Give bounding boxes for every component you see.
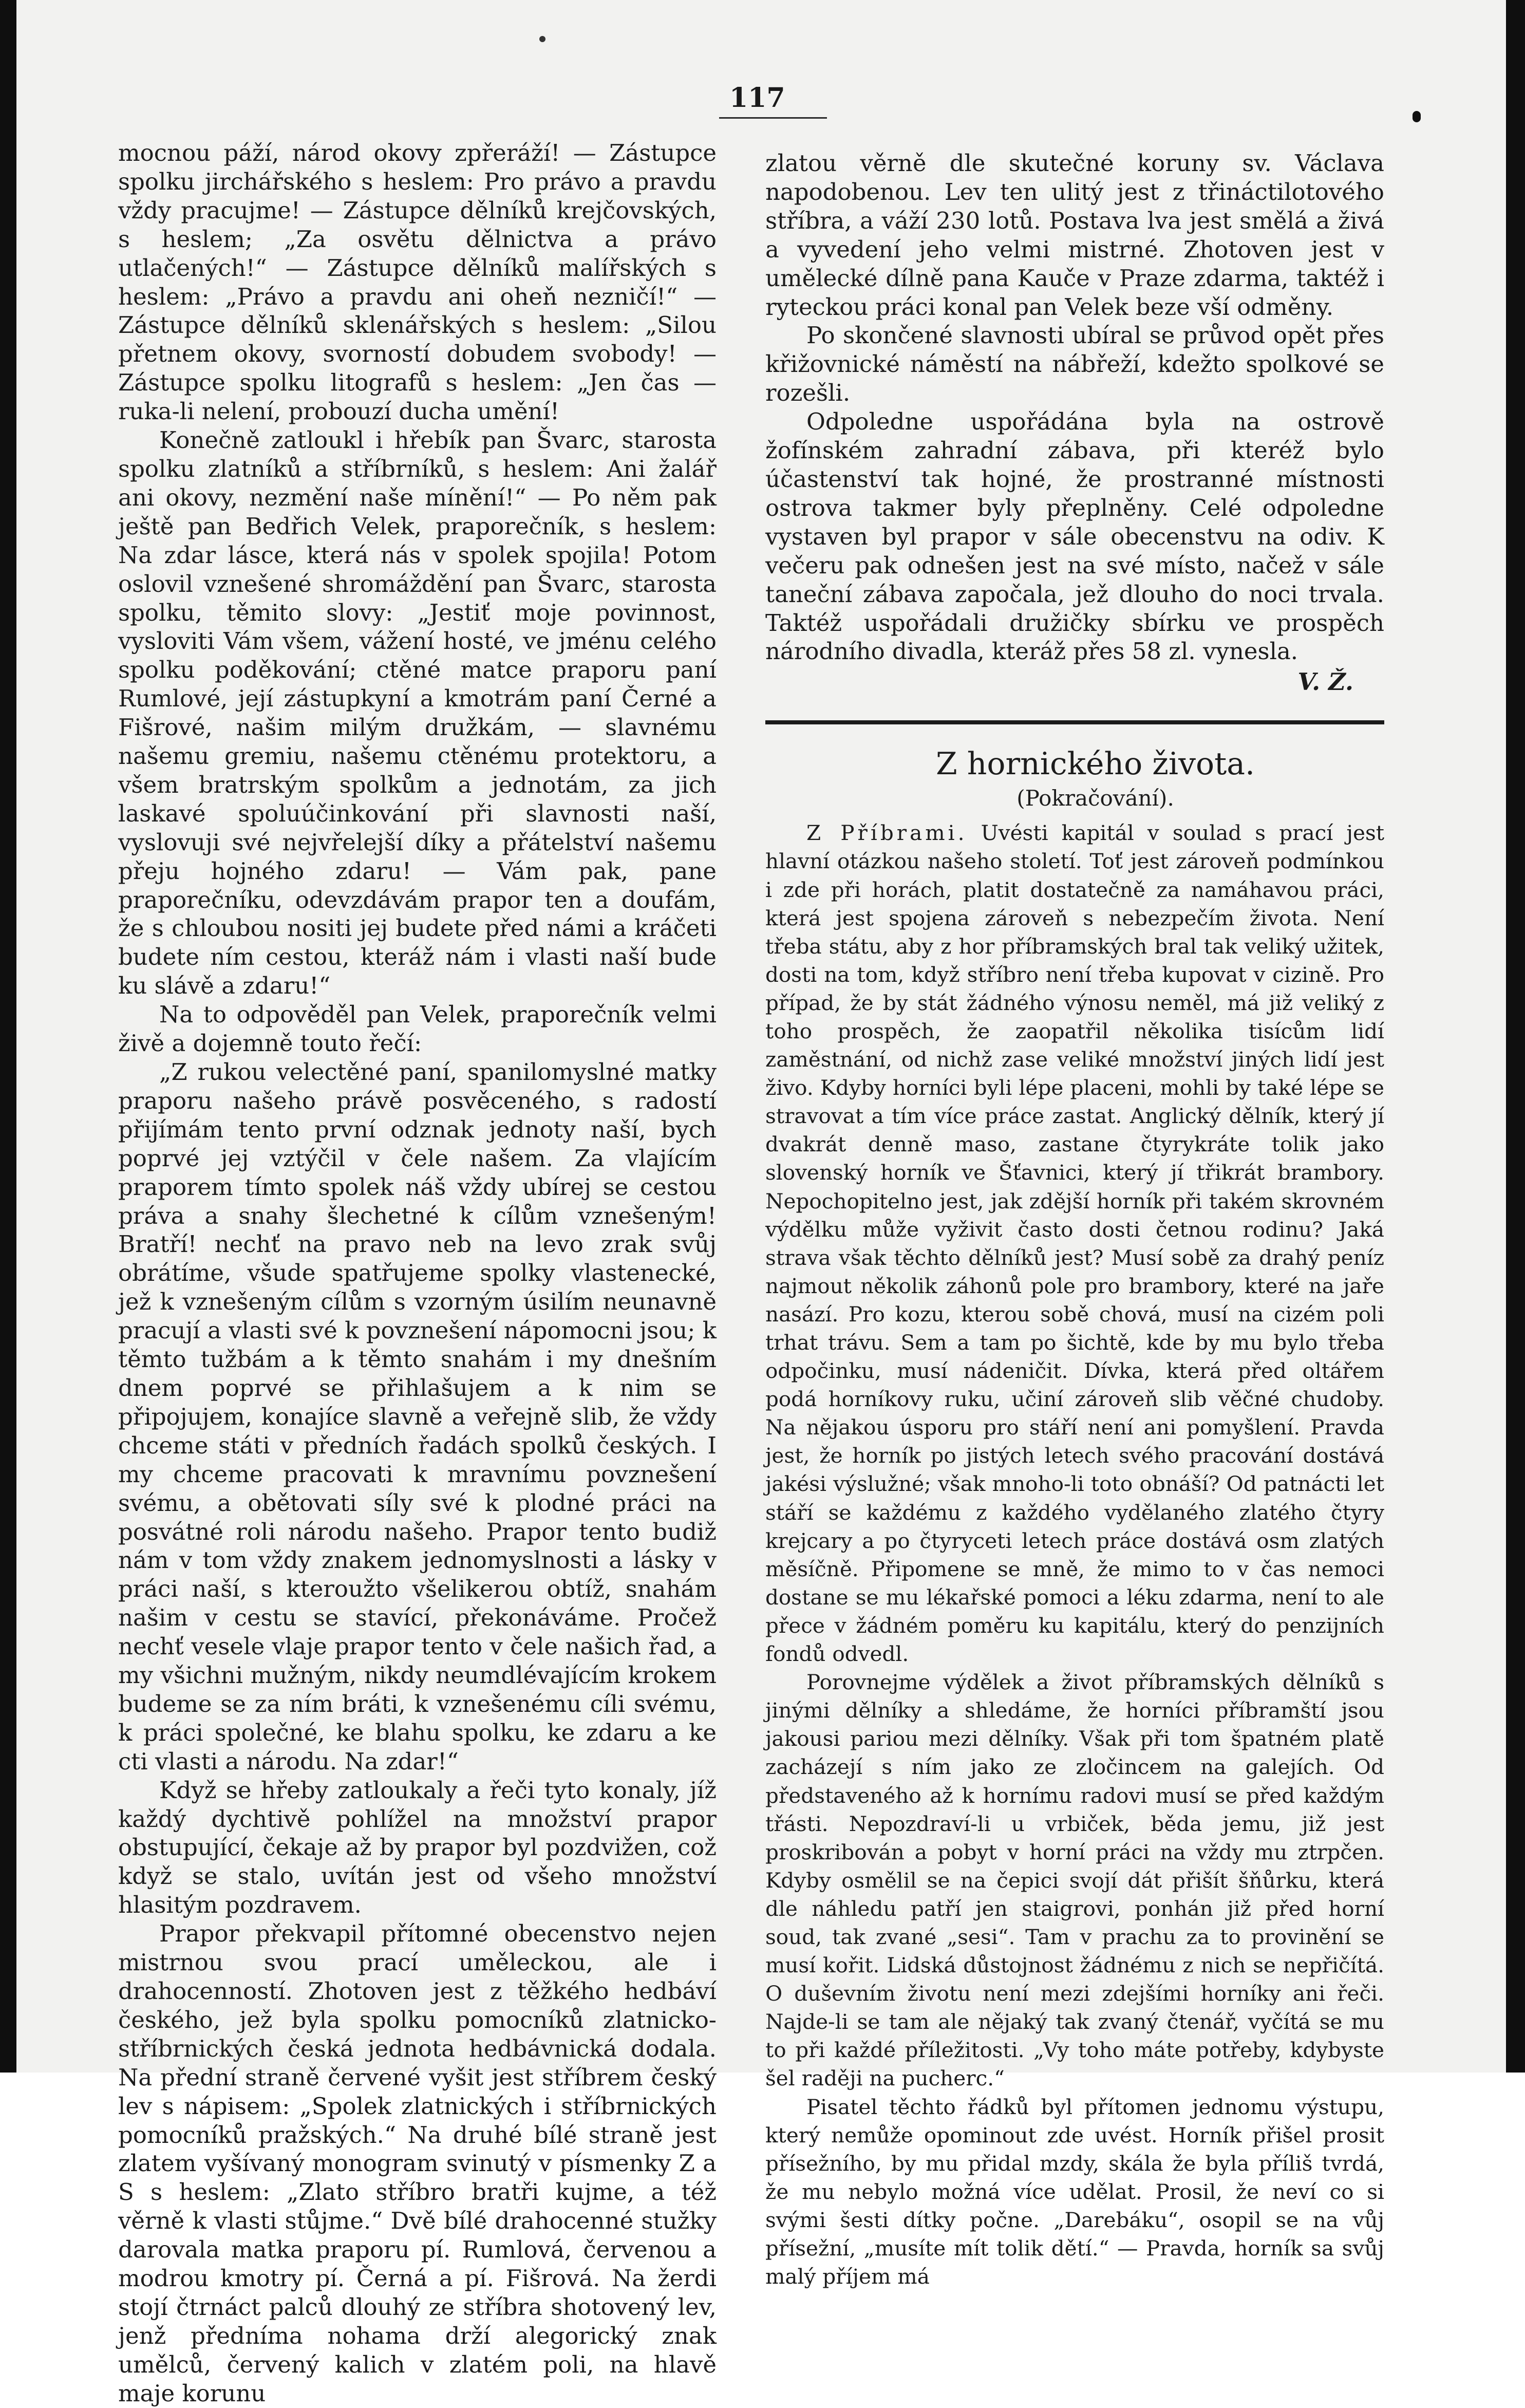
page-number-rule [719, 117, 827, 119]
paragraph [765, 819, 1384, 1668]
paragraph: „Z rukou velectěné paní, spanilomyslné matky praporu našeho právě posvěceného, s radostí přijímám tento první odznak jednoty naší, bych poprvé jej vztýčil v čele našem. Za vlajícím praporem tímto spolek náš vždy ubírej se cestou práva a snahy šlechetné k cílům vznešeným! Bratří! nechť na pravo neb na levo zrak svůj obrátíme, všude spatřujeme spolky vlastenecké, jež k vznešeným cílům s vzorným úsilím neunavně pracují a vlasti své k povznešení nápomocni jsou; k těmto tužbám a k těmto snahám i my dnešním dnem poprvé se přihlašujem a k nim se připojujem, konajíce slavně a veřejně slib, že vždy chceme státi v předních řadách spolků českých. I my chceme pracovati k mravnímu povznešení svému, a obětovati síly své k plodné práci na posvátné roli národu našeho. Prapor tento budiž nám v tom vždy znakem jednomyslnosti a lásky v práci naší, s kteroužto všelikerou obtíž, snahám našim v cestu se stavící, překonáváme. Pročež nechť vesele vlaje prapor tento v čele našich řad, a my všichni mužným, nikdy neumdlévajícím krokem budeme se za ním bráti, k vznešenému cíli svému, k práci společné, ke blahu spolku, ke zdaru a ke cti vlasti a národu. Na zdar!“ [118, 1058, 717, 1775]
article-body [765, 819, 1384, 2291]
paragraph: Konečně zatloukl i hřebík pan Švarc, starosta spolku zlatníků a stříbrníků, s heslem: Ani žalář ani okovy, nezmění naše mínění!“ — Po něm pak ještě pan Bedřich Velek, praporečník, s heslem: Na zdar lásce, která nás v spolek spojila! Potom oslovil vznešené shromáždění pan Švarc, starosta spolku, těmito slovy: „Jestiť moje povinnost, vysloviti Vám všem, vážení hosté, ve jménu celého spolku poděkování; ctěné matce praporu paní Rumlové, její zástupkyní a kmotrám paní Černé a Fišrové, našim milým družkám, — slavnému našemu gremiu, našemu ctěnému protektoru, a všem bratrským spolkům a jednotám, za jich laskavé spoluúčinkování při slavnosti naší, vyslovuji své nejvřelejší díky a přátelství našemu přeju hojného zdaru! — Vám pak, pane praporečníku, odevzdávám prapor ten a doufám, že s chloubou nositi jej budete před námi a kráčeti budete ním cestou, kteráž nám i vlasti naší bude ku slávě a zdaru!“ [118, 426, 717, 1000]
ink-speck [1413, 111, 1421, 122]
article-subtitle: (Pokračování). [1016, 786, 1174, 811]
paragraph: zlatou věrně dle skutečné koruny sv. Václava napodobenou. Lev ten ulitý jest z třináctilotového stříbra, a váží 230 lotů. Postava lva jest smělá a živá a vyvedení jeho velmi mistrné. Zhotoven jest v umělecké dílně pana Kauče v Praze zdarma, taktéž i ryteckou práci konal pan Velek beze vší odměny. [765, 150, 1384, 321]
right-column [765, 149, 1384, 2291]
paragraph: Na to odpověděl pan Velek, praporečník velmi živě a dojemně touto řečí: [118, 1001, 717, 1057]
ink-speck [539, 36, 545, 42]
paragraph: Odpoledne uspořádána byla na ostrově žofínském zahradní zábava, při kteréž bylo účastenství tak hojné, že prostranné místnosti ostrova takmer byly přeplněny. Celé odpoledne vystaven byl prapor v sále obecenstvu na odiv. K večeru pak odnešen jest na své místo, načež v sále taneční zábava započala, jež dlouho do noci trvala. Taktéž uspořádali družičky sbírku ve prospěch národního divadla, kteráž přes 58 zl. vynesla. [765, 408, 1384, 665]
paragraph: mocnou páží, národ okovy zpřeráží! — Zástupce spolku jirchářského s heslem: Pro právo a pravdu vždy pracujme! — Zástupce dělníků krejčovských, s heslem; „Za osvětu dělnictva a právo utlačených!“ — Zástupce dělníků malířských s heslem: „Právo a pravdu ani oheň nezničí!“ — Zástupce dělníků sklenářských s heslem: „Silou přetnem okovy, svorností dobudem svobody! — Zástupce spolku litografů s heslem: „Jen čas — ruka-li nelení, probouzí ducha umění! [118, 139, 717, 425]
author-signature: V. Ž. [1297, 668, 1353, 696]
paragraph: Pisatel těchto řádků byl přítomen jednomu výstupu, který nemůže opominout zde uvést. Horník přišel prosit přísežního, by mu přidal mzdy, skála že byla příliš tvrdá, že mu nebylo možná více udělat. Prosil, že neví co si svými šesti dítky počne. „Darebáku“, osopil se na vůj přísežní, „musíte mít tolik dětí.“ — Pravda, horník sa svůj malý příjem má [765, 2094, 1384, 2289]
article-title: Z hornického života. [935, 746, 1255, 782]
paragraph: Po skončené slavnosti ubíral se průvod opět přes křižovnické náměstí na nábřeží, kdežto spolkové se rozešli. [765, 322, 1384, 407]
paragraph: Když se hřeby zatloukaly a řeči tyto konaly, jíž každý dychtivě pohlížel na množství prapor obstupující, čekaje až by prapor byl pozdvižen, což když se stalo, uvítán jest od všeho množství hlasitým pozdravem. [118, 1776, 717, 1919]
left-column [118, 139, 717, 2408]
place-dateline: Z Příbrami. [806, 820, 968, 846]
page-number: 117 [729, 82, 785, 114]
section-divider [765, 720, 1384, 724]
paragraph: Porovnejme výdělek a život příbramských dělníků s jinými dělníky a shledáme, že horníci příbramští jsou jakousi pariou mezi dělníky. Však při tom špatném platě zacházejí s ním jako ze zločincem na galejích. Od představeného až k hornímu radovi musí se před každým třásti. Nepozdraví-li u vrbiček, běda jemu, již jest proskribován a pobyt v horní práci na vždy mu ztrpčen. Kdyby osmělil se na čepici svojí dát přišít šňůrku, která dle náhledu patří jen staigrovi, ponhán již před horní soud, tak zvané „sesi“. Tam v prachu za to provinění se musí kořit. Lidská důstojnost žádnému z nich se nepřičítá. O duševním životu není mezi zdejšími horníky ani řeči. Najde-li se tam ale nějaký tak zvaný čtenář, vyčítá se mu to při každé příležitosti. „Vy toho máte potřeby, kdybyste šel raději na pucherc.“ [765, 1670, 1384, 2091]
paragraph: Prapor překvapil přítomné obecenstvo nejen mistrnou svou prací uměleckou, ale i drahocenností. Zhotoven jest z těžkého hedbáví českého, jež byla spolku pomocníků zlatnicko-stříbrnických česká jednota hedbávnická dodala. Na přední straně červené vyšit jest stříbrem český lev s nápisem: „Spolek zlatnických i stříbrnických pomocníků pražských.“ Na druhé bílé straně jest zlatem vyšívaný monogram svinutý v písmenky Z a S s heslem: „Zlato stříbro bratři kujme, a též věrně k vlasti stůjme.“ Dvě bílé drahocenné stužky darovala matka praporu pí. Rumlová, červenou a modrou kmotry pí. Černá a pí. Fišrová. Na žerdi stojí čtrnáct palců dlouhý ze stříbra shotovený lev, jenž předníma nohama drží alegorický znak umělců, červený kalich v zlatém poli, na hlavě maje korunu [118, 1920, 717, 2407]
paragraph-text: Uvésti kapitál v soulad s prací jest hlavní otázkou našeho století. Toť jest zároveň podmínkou i zde při horách, platit dostatečně za namáhavou práci, která jest spojena zároveň s nebezpečím života. Není třeba státu, aby z hor příbramských bral tak veliký užitek, dosti na tom, když stříbro není třeba kupovat v cizině. Pro případ, že by stát žádného výnosu neměl, má již veliký z toho prospěch, že zaopatřil několika tisícům lidí zaměstnání, od nichž zase veliké množství jiných lidí jest živo. Kdyby horníci byli lépe placeni, mohli by také lépe se stravovat a tím více práce zastat. Anglický dělník, který jí dvakrát denně maso, zastane čtyrykráte tolik jako slovenský horník ve Šťavnici, který jí třikrát brambory. Nepochopitelno jest, jak zdější horník při takém skrovném výdělku může vyživit často dosti četnou rodinu? Jaká strava však těchto dělníků jest? Musí sobě za drahý peníz najmout několik záhonů pole pro brambory, které na jaře nasází. Pro kozu, kterou sobě chová, musí na cizém poli trhat trávu. Sem a tam po šichtě, kde by mu bylo třeba odpočinku, musí nádeničit. Dívka, která před oltářem podá horníkovy ruku, učiní zároveň slib věčné chudoby. Na nějakou úsporu pro stáří není ani pomyšlení. Pravda jest, že horník po jistých letech svého pracování dostává jakési výslužné; však mnoho-li toto obnáší? Od patnácti let stáří se každému z každého vydělaného zlatého čtyry krejcary a po čtyryceti letech práce dostává osm zlatých měsíčně. Připomene se mně, že mimo to v čas nemoci dostane se mu lékařské pomoci a léku zdarma, není to ale přece v žádném poměru ku kapitálu, který do penzijních fondů odvedl. [765, 820, 1385, 1667]
